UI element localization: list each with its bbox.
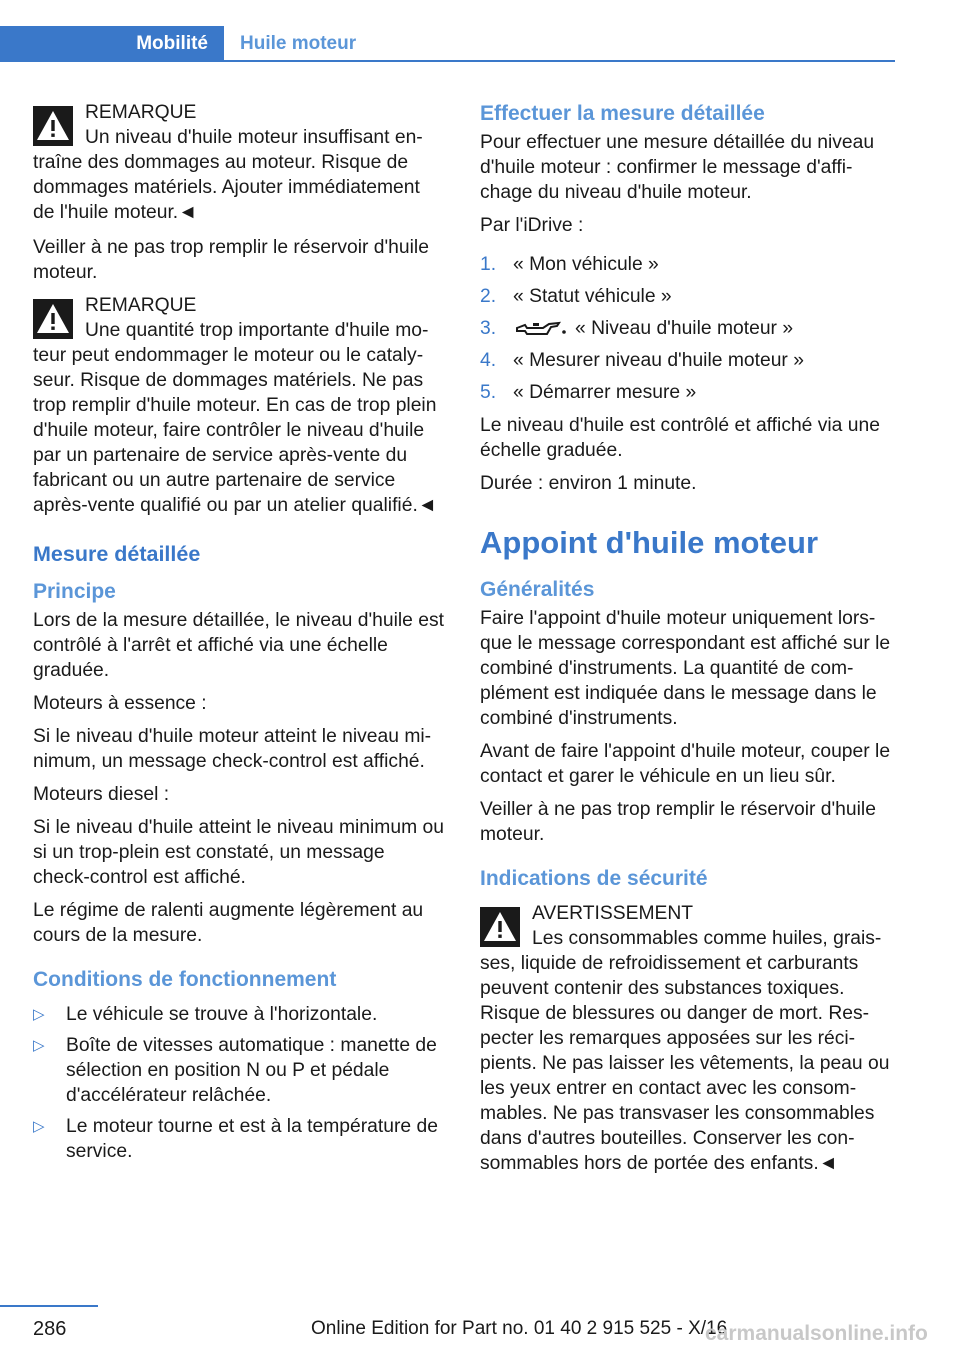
right-column (480, 100, 892, 1186)
watermark: carmanualsonline.info (705, 1322, 928, 1345)
warning-triangle-icon (33, 299, 73, 339)
paragraph: Le niveau d'huile est contrôlé et affiché via une échelle graduée. (480, 415, 880, 461)
list-item-text: Le moteur tourne et est à la température de service. (66, 1116, 438, 1162)
paragraph: Par l'iDrive : (480, 215, 584, 236)
triangle-bullet-icon: ▷ (33, 1006, 45, 1023)
list-item-text: Le véhicule se trouve à l'horizontale. (66, 1004, 378, 1025)
paragraph: Lors de la mesure détaillée, le niveau d'huile est contrôlé à l'arrêt et affiché via une échelle graduée. (33, 610, 444, 681)
heading-principe: Principe (33, 580, 116, 603)
warning-note-1 (33, 100, 445, 225)
step-text: « Mesurer niveau d'huile moteur » (513, 350, 804, 371)
triangle-bullet-icon: ▷ (33, 1118, 45, 1135)
warning-triangle-icon (480, 907, 520, 947)
warning-text: Un niveau d'huile moteur insuffisant en-traîne des dommages au moteur. Risque de dommages matériels. Ajouter immédiatement de l'huile moteur.◄ (33, 127, 423, 223)
step-number: 5. (480, 382, 497, 403)
heading-generalites: Généralités (480, 578, 595, 601)
triangle-bullet-icon: ▷ (33, 1037, 45, 1054)
paragraph: Durée : environ 1 minute. (480, 473, 697, 494)
paragraph: Faire l'appoint d'huile moteur uniquement lors-que le message correspondant est affiché sur le combiné d'instruments. La quantité de com-plément est indiquée dans le message dans le combiné d'instruments. (480, 608, 891, 729)
list-item (480, 348, 892, 373)
left-column (33, 100, 445, 1172)
heading-effectuer: Effectuer la mesure détaillée (480, 102, 765, 125)
heading-conditions: Conditions de fonctionnement (33, 968, 337, 991)
heading-appoint: Appoint d'huile moteur (480, 525, 819, 560)
footer-rule (0, 1305, 98, 1307)
list-item (33, 1033, 445, 1108)
warning-title: REMARQUE (85, 295, 197, 316)
topic-tab: Huile moteur (240, 33, 357, 54)
step-text: « Mon véhicule » (513, 254, 659, 275)
paragraph: Moteurs diesel : (33, 784, 170, 805)
list-item (480, 380, 892, 405)
conditions-list (33, 1002, 445, 1164)
step-number: 4. (480, 350, 497, 371)
warning-title: AVERTISSEMENT (532, 903, 694, 924)
warning-note-3 (480, 901, 892, 1176)
warning-text: Une quantité trop importante d'huile mo-teur peut endommager le moteur ou le cataly-seur. Risque de dommages matériels. Ne pas trop remplir d'huile moteur. En cas de trop plein d'huile moteur, faire contrôler le niveau d'huile par un partenaire de service après-vente du fabricant ou un autre partenaire de service après-vente qualifié ou par un atelier qualifié.◄ (33, 320, 437, 516)
warning-note-2 (33, 293, 445, 518)
paragraph: Pour effectuer une mesure détaillée du niveau d'huile moteur : confirmer le message d'affi-chage du niveau d'huile moteur. (480, 132, 875, 203)
step-text: « Statut véhicule » (513, 286, 672, 307)
page-number: 286 (33, 1318, 67, 1340)
list-item (480, 284, 892, 309)
heading-mesure: Mesure détaillée (33, 542, 201, 566)
heading-securite: Indications de sécurité (480, 867, 708, 890)
step-number: 2. (480, 286, 497, 307)
section-tab: Mobilité (0, 26, 224, 62)
paragraph: Veiller à ne pas trop remplir le réservoir d'huile moteur. (480, 799, 876, 845)
warning-triangle-icon (33, 106, 73, 146)
paragraph: Avant de faire l'appoint d'huile moteur, couper le contact et garer le véhicule en un lieu sûr. (480, 741, 891, 787)
paragraph: Si le niveau d'huile moteur atteint le niveau mi-nimum, un message check-control est affiché. (33, 726, 432, 772)
warning-text: Les consommables comme huiles, grais-ses, liquide de refroidissement et carburants peuvent contenir des substances toxiques. Risque de blessures ou danger de mort. Res-pecter les remarques apposées sur les réci-pients. Ne pas laisser les vêtements, la peau ou les yeux entrer en contact avec les consom-mables. Ne pas transvaser les consommables dans d'autres bouteilles. Conserver les con-sommables hors de portée des enfants.◄ (480, 928, 890, 1174)
list-item (480, 316, 892, 341)
paragraph: Moteurs à essence : (33, 693, 207, 714)
step-number: 1. (480, 254, 497, 275)
paragraph: Si le niveau d'huile atteint le niveau minimum ou si un trop-plein est constaté, un message check-control est affiché. (33, 817, 444, 888)
step-number: 3. (480, 318, 497, 339)
edition-text: Online Edition for Part no. 01 40 2 915 525 - X/16 (311, 1318, 728, 1339)
step-text: « Démarrer mesure » (513, 382, 697, 403)
list-item (33, 1002, 445, 1027)
warning-title: REMARQUE (85, 102, 197, 123)
page-header (0, 26, 895, 62)
paragraph: Le régime de ralenti augmente légèrement au cours de la mesure. (33, 900, 424, 946)
oil-can-icon (513, 319, 567, 339)
list-item (480, 252, 892, 277)
paragraph: Veiller à ne pas trop remplir le réservoir d'huile moteur. (33, 237, 429, 283)
idrive-steps (480, 252, 892, 405)
step-text: « Niveau d'huile moteur » (575, 318, 794, 339)
list-item-text: Boîte de vitesses automatique : manette de sélection en position N ou P et pédale d'accélérateur relâchée. (66, 1035, 437, 1106)
list-item (33, 1114, 445, 1164)
